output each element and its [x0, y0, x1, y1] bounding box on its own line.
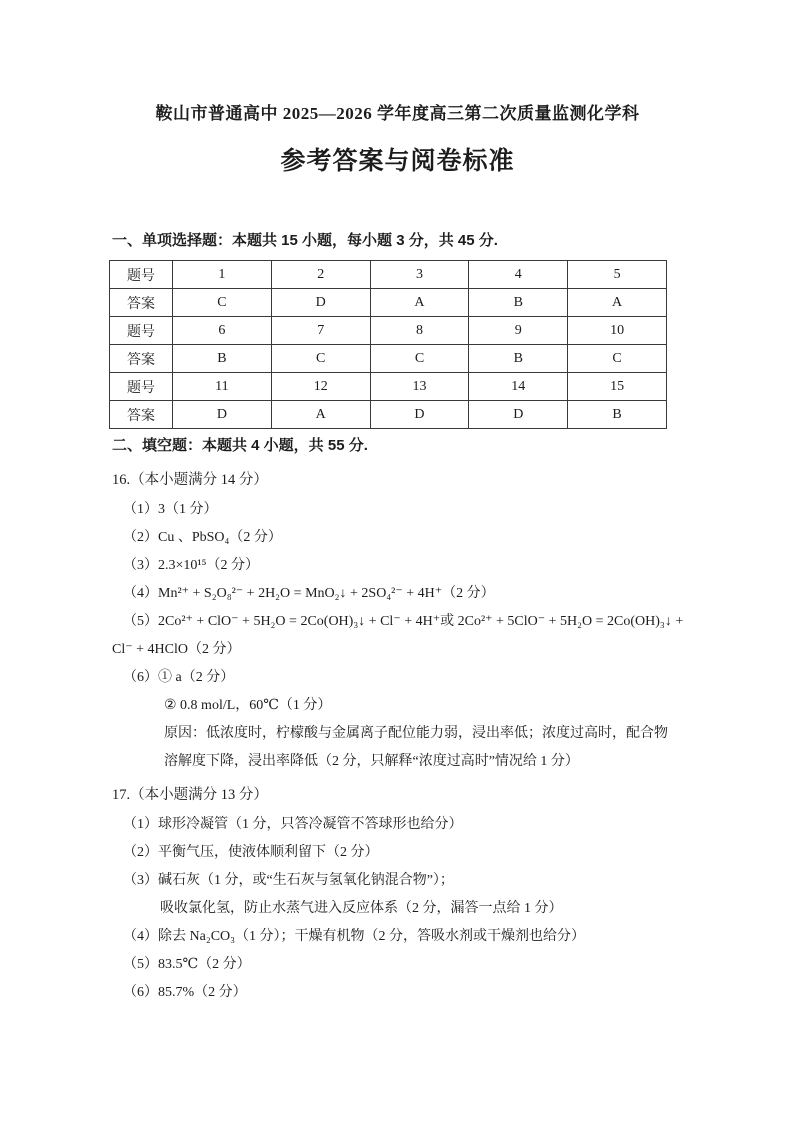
table-row [110, 401, 667, 429]
table-cell: 15 [568, 373, 667, 401]
table-cell: 4 [469, 261, 568, 289]
table-cell: 3 [370, 261, 469, 289]
table-cell: 答案 [110, 401, 173, 429]
table-cell: 2 [271, 261, 370, 289]
q17-item-3-line2: 吸收氯化氢，防止水蒸气进入反应体系（2 分，漏答一点给 1 分） [160, 901, 563, 916]
question-16-block [112, 471, 690, 771]
q16-item-6-line1: （6）① a（2 分） [123, 670, 235, 685]
q16-item-1: （1）3（1 分） [123, 502, 218, 517]
q16-item-6-reason-line1: 原因：低浓度时，柠檬酸与金属离子配位能力弱，浸出率低；浓度过高时，配合物 [164, 726, 668, 741]
q17-item-5: （5）83.5℃（2 分） [123, 957, 251, 972]
q17-item-4: （4）除去 Na₂CO₃（1 分）；干燥有机物（2 分，答吸水剂或干燥剂也给分） [123, 929, 586, 944]
q16-item-5-line2: Cl⁻ + 4HClO（2 分） [112, 642, 241, 657]
table-cell: 1 [173, 261, 272, 289]
section2-heading: 二、填空题：本题共 4 小题，共 55 分. [112, 437, 368, 454]
table-row [110, 261, 667, 289]
table-cell: 8 [370, 317, 469, 345]
q16-item-6-line2: ② 0.8 mol/L，60℃（1 分） [164, 698, 332, 713]
section1-heading: 一、单项选择题：本题共 15 小题，每小题 3 分，共 45 分. [112, 232, 498, 249]
table-cell: B [469, 289, 568, 317]
table-cell: 14 [469, 373, 568, 401]
document-title: 鞍山市普通高中 2025—2026 学年度高三第二次质量监测化学科 [155, 104, 640, 123]
answer-table [109, 260, 667, 429]
q17-item-3-line1: （3）碱石灰（1 分，或“生石灰与氢氧化钠混合物”）； [123, 873, 454, 888]
table-row [110, 373, 667, 401]
table-cell: C [568, 345, 667, 373]
table-cell: C [173, 289, 272, 317]
table-cell: 题号 [110, 261, 173, 289]
table-cell: 9 [469, 317, 568, 345]
q16-item-4: （4）Mn²⁺ + S₂O₈²⁻ + 2H₂O = MnO₂↓ + 2SO₄²⁻ + 4H⁺（2 分） [123, 586, 495, 601]
table-cell: A [271, 401, 370, 429]
question-17-block [112, 786, 690, 1002]
table-row [110, 345, 667, 373]
table-row [110, 317, 667, 345]
table-cell: B [568, 401, 667, 429]
table-cell: 题号 [110, 317, 173, 345]
table-cell: D [271, 289, 370, 317]
table-cell: 答案 [110, 345, 173, 373]
q17-item-1: （1）球形冷凝管（1 分，只答冷凝管不答球形也给分） [123, 817, 463, 832]
table-cell: 13 [370, 373, 469, 401]
table-cell: B [469, 345, 568, 373]
q16-item-3: （3）2.3×10¹⁵（2 分） [123, 558, 259, 573]
document-subtitle: 参考答案与阅卷标准 [280, 147, 515, 175]
question-17-title: 17.（本小题满分 13 分） [112, 787, 268, 803]
table-cell: C [271, 345, 370, 373]
q16-item-6-reason-line2: 溶解度下降，浸出率降低（2 分，只解释“浓度过高时”情况给 1 分） [164, 754, 579, 769]
table-cell: 6 [173, 317, 272, 345]
table-cell: D [370, 401, 469, 429]
table-cell: 11 [173, 373, 272, 401]
table-cell: 题号 [110, 373, 173, 401]
table-cell: A [568, 289, 667, 317]
q16-item-2: （2）Cu 、PbSO₄（2 分） [123, 530, 282, 545]
table-cell: B [173, 345, 272, 373]
table-cell: 12 [271, 373, 370, 401]
table-cell: D [173, 401, 272, 429]
question-16-title: 16.（本小题满分 14 分） [112, 472, 268, 488]
table-cell: D [469, 401, 568, 429]
table-cell: 答案 [110, 289, 173, 317]
table-cell: C [370, 345, 469, 373]
q16-item-5-line1: （5）2Co²⁺ + ClO⁻ + 5H₂O = 2Co(OH)₃↓ + Cl⁻ + 4H⁺或 2Co²⁺ + 5ClO⁻ + 5H₂O = 2Co(OH)₃↓ + [123, 614, 684, 629]
table-cell: 7 [271, 317, 370, 345]
document-body [112, 231, 690, 1002]
table-row [110, 289, 667, 317]
table-cell: 10 [568, 317, 667, 345]
table-cell: 5 [568, 261, 667, 289]
table-cell: A [370, 289, 469, 317]
q17-item-6: （6）85.7%（2 分） [123, 985, 247, 1000]
q17-item-2: （2）平衡气压，使液体顺利留下（2 分） [123, 845, 379, 860]
